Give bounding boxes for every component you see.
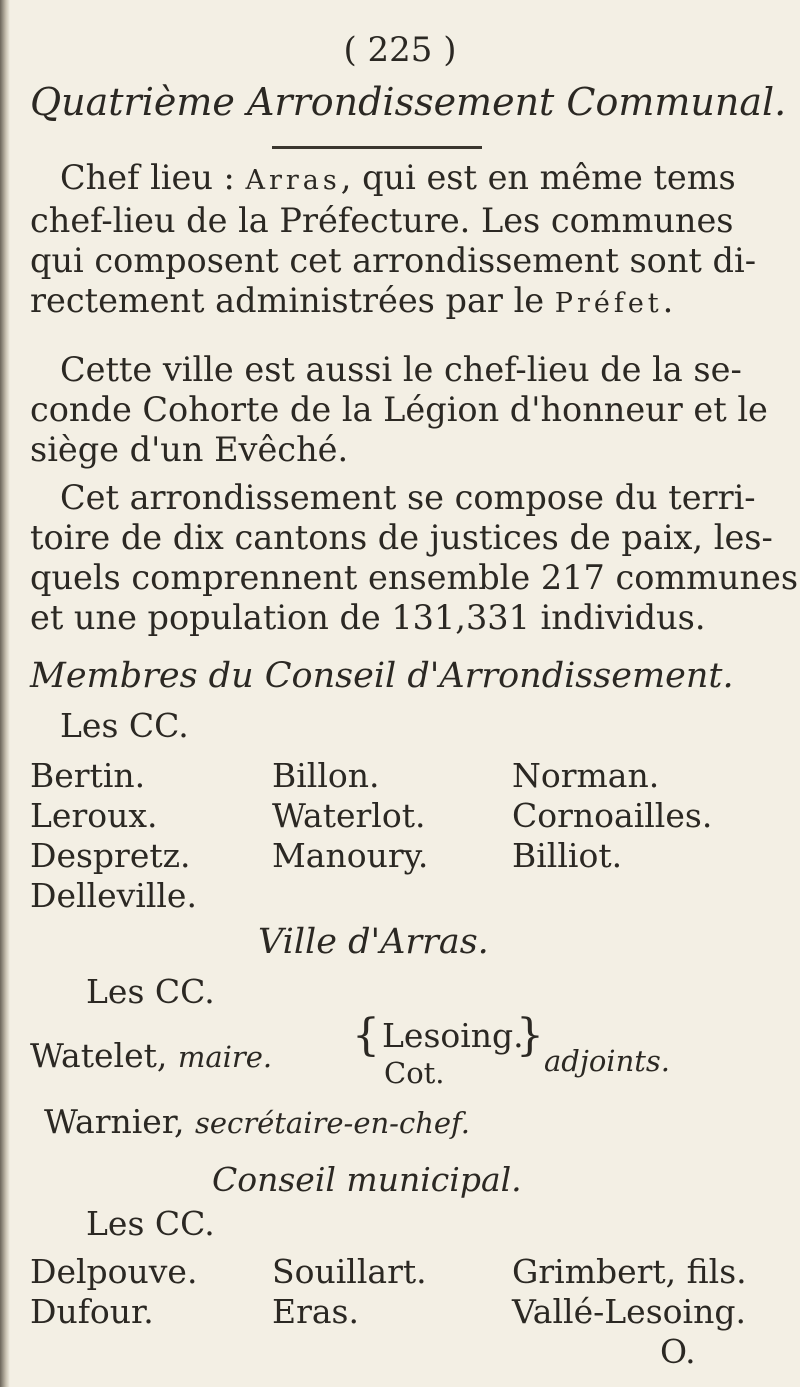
paragraph-cohorte xyxy=(30,350,782,470)
mayor-title: maire. xyxy=(177,1040,273,1074)
council-subhead: Les CC. xyxy=(60,706,189,745)
section-title: Quatrième Arrondissement Communal. xyxy=(30,80,787,124)
text-run: , qui est en même tems xyxy=(340,158,736,197)
member-name: Manoury. xyxy=(272,836,429,875)
member-name: Eras. xyxy=(272,1292,359,1331)
secretary-name: Warnier, xyxy=(44,1102,195,1141)
member-name: Souillart. xyxy=(272,1252,427,1291)
paragraph-line xyxy=(30,281,782,324)
paragraph-line: Cet arrondissement se compose du terri- xyxy=(60,478,756,517)
member-name: Billon. xyxy=(272,756,380,795)
page-number: ( 225 ) xyxy=(343,30,457,70)
left-brace: { xyxy=(352,1010,380,1061)
member-name: Waterlot. xyxy=(272,796,426,835)
mayor-name: Watelet, xyxy=(30,1036,178,1075)
member-name: Leroux. xyxy=(30,796,158,835)
paragraph-line: qui composent cet arrondissement sont di- xyxy=(30,241,757,280)
member-name: Delleville. xyxy=(30,876,197,915)
city-heading: Ville d'Arras. xyxy=(258,922,489,962)
text-run: . xyxy=(662,281,674,320)
member-name: Vallé-Lesoing. xyxy=(512,1292,746,1331)
member-name: Cornoailles. xyxy=(512,796,713,835)
right-brace: } xyxy=(516,1010,544,1061)
paragraph-line: quels comprennent ensemble 217 communes xyxy=(30,558,799,597)
paragraph-line: siège d'un Evêché. xyxy=(30,430,349,469)
paragraph-line: chef-lieu de la Préfecture. Les communes xyxy=(30,201,734,240)
text-run: Chef lieu : xyxy=(60,158,246,197)
city-subhead: Les CC. xyxy=(86,972,215,1011)
member-name: Bertin. xyxy=(30,756,146,795)
page-edge xyxy=(0,0,10,1387)
adjoint-name: Cot. xyxy=(384,1056,445,1090)
member-name: Delpouve. xyxy=(30,1252,198,1291)
secretary-line xyxy=(44,1102,470,1141)
adjoints-label: adjoints. xyxy=(544,1044,671,1078)
prefet-word: Préfet xyxy=(554,288,663,319)
text-run: rectement administrées par le xyxy=(30,281,555,320)
member-name: Despretz. xyxy=(30,836,191,875)
municipal-heading: Conseil municipal. xyxy=(212,1160,522,1199)
paragraph-line: et une population de 131,331 individus. xyxy=(30,598,706,637)
city-name: Arras xyxy=(245,165,341,196)
paragraph-chef-lieu xyxy=(30,158,782,324)
paragraph-population xyxy=(30,478,799,638)
adjoint-name: Lesoing. xyxy=(382,1016,524,1055)
member-name: Grimbert, fils. xyxy=(512,1252,747,1291)
member-name: Billiot. xyxy=(512,836,623,875)
paragraph-line: toire de dix cantons de justices de paix, les- xyxy=(30,518,773,557)
secretary-title: secrétaire-en-chef. xyxy=(194,1106,470,1140)
divider-rule xyxy=(272,146,482,149)
municipal-subhead: Les CC. xyxy=(86,1204,215,1243)
paragraph-line xyxy=(30,158,782,201)
council-heading: Membres du Conseil d'Arrondissement. xyxy=(30,656,734,696)
paragraph-line: Cette ville est aussi le chef-lieu de la se- xyxy=(60,350,742,389)
mayor-line xyxy=(30,1036,272,1075)
member-name: Dufour. xyxy=(30,1292,154,1331)
paragraph-line: conde Cohorte de la Légion d'honneur et le xyxy=(30,390,768,429)
member-name: O. xyxy=(660,1332,696,1371)
member-name: Norman. xyxy=(512,756,660,795)
